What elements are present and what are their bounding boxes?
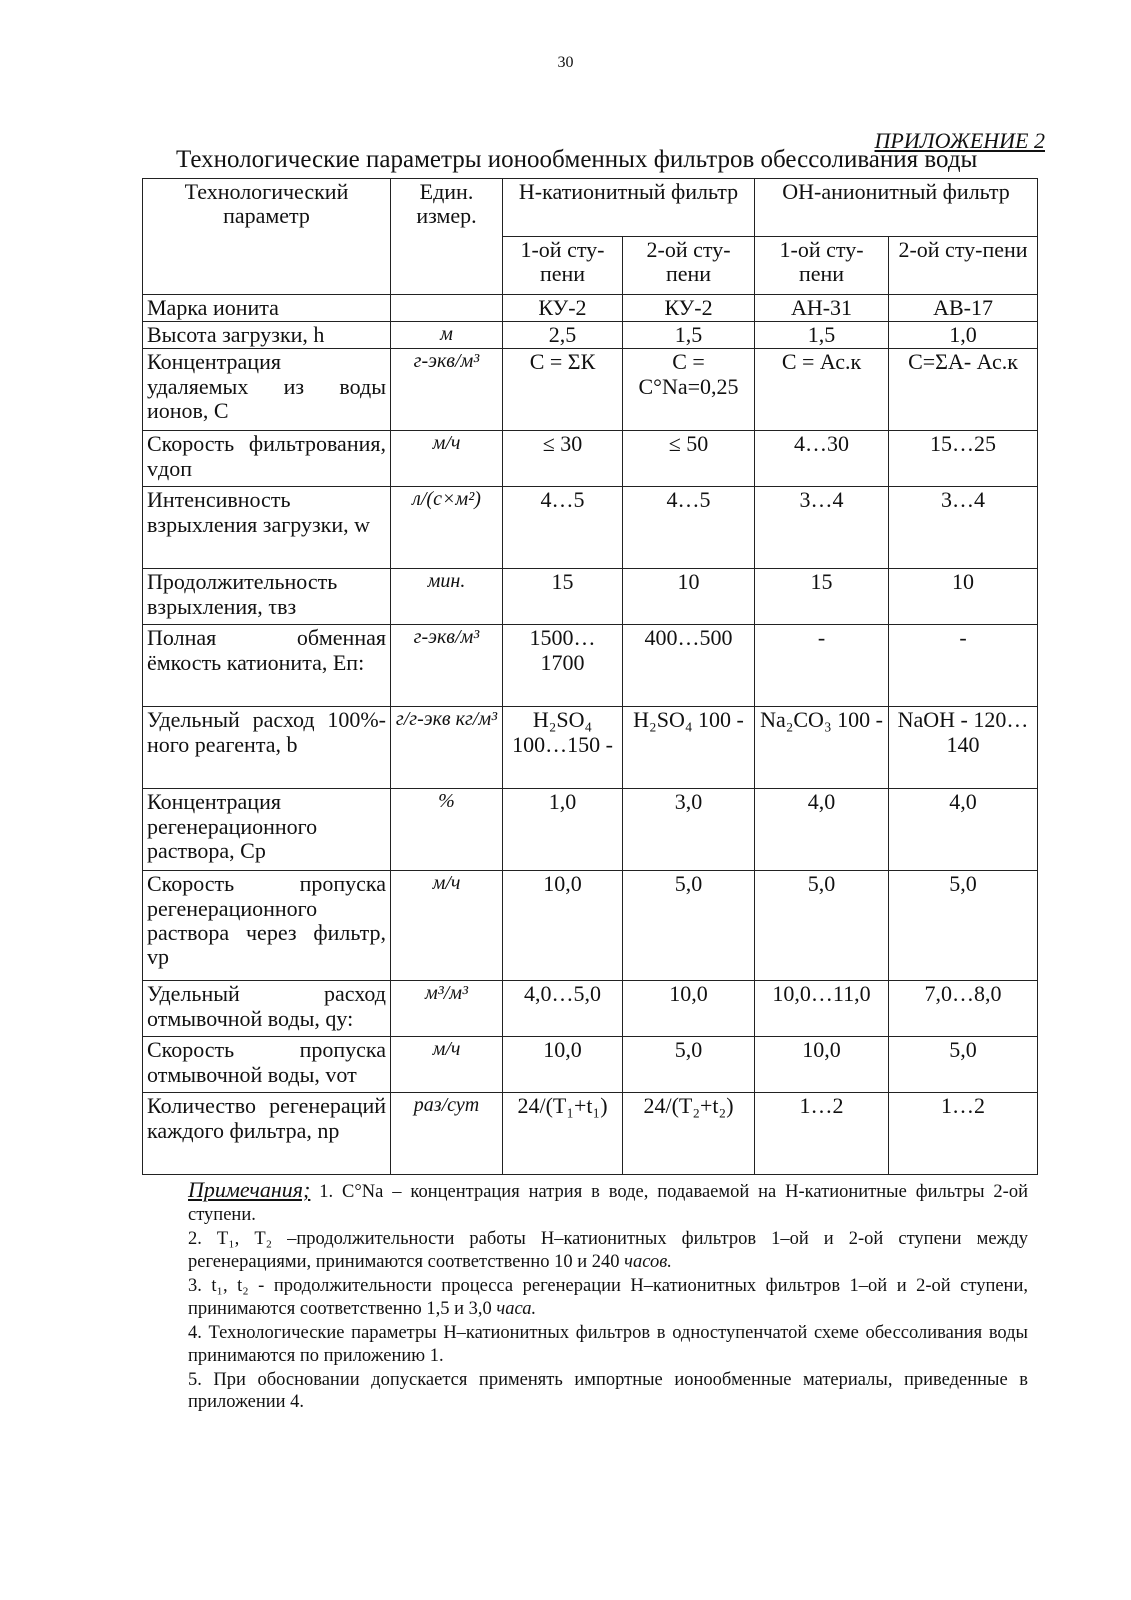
value-cell: 1,0 [503, 789, 623, 871]
value-cell: КУ-2 [503, 295, 623, 322]
value-cell: 10,0 [503, 1037, 623, 1093]
note-1-text: 1. С°Na – концентрация натрия в воде, подаваемой на Н-катионитные фильтры 2-ой ступени. [188, 1182, 1028, 1225]
value-cell: 10,0 [503, 871, 623, 981]
parameters-table [142, 178, 1038, 1175]
unit-cell: г/г-экв кг/м³ [391, 707, 503, 789]
header-stage1-oh: 1-ой сту-пени [755, 237, 889, 295]
table-row [143, 487, 1038, 569]
header-stage2-oh: 2-ой сту-пени [889, 237, 1038, 295]
value-cell: 3…4 [755, 487, 889, 569]
unit-cell: м³/м³ [391, 981, 503, 1037]
note-2 [188, 1228, 1028, 1274]
table-row [143, 707, 1038, 789]
value-cell: 10 [623, 569, 755, 625]
param-cell: Скорость пропуска регенерационного раствора через фильтр, vр [143, 871, 391, 981]
unit-cell: г-экв/м³ [391, 349, 503, 431]
value-cell: H₂SO₄ 100…150 - [503, 707, 623, 789]
param-cell: Концентрация регенерационного раствора, Ср [143, 789, 391, 871]
table-row [143, 349, 1038, 431]
note-3 [188, 1275, 1028, 1321]
value-cell: ≤ 50 [623, 431, 755, 487]
value-cell: 1,0 [889, 322, 1038, 349]
param-cell: Высота загрузки, h [143, 322, 391, 349]
value-cell: 5,0 [755, 871, 889, 981]
value-cell: 5,0 [623, 871, 755, 981]
note-1 [188, 1176, 1028, 1227]
table-row [143, 295, 1038, 322]
table-row [143, 625, 1038, 707]
value-cell: - [755, 625, 889, 707]
header-stage2-h: 2-ой сту-пени [623, 237, 755, 295]
value-cell: С = ΣК [503, 349, 623, 431]
value-cell: 4…30 [755, 431, 889, 487]
value-cell: 10,0 [755, 1037, 889, 1093]
value-cell: С=ΣА- Ас.к [889, 349, 1038, 431]
unit-cell: мин. [391, 569, 503, 625]
table-row [143, 569, 1038, 625]
value-cell: H₂SO₄ 100 - [623, 707, 755, 789]
value-cell: 4…5 [503, 487, 623, 569]
table-row [143, 1093, 1038, 1175]
param-cell: Удельный расход отмывочной воды, qу: [143, 981, 391, 1037]
param-cell: Марка ионита [143, 295, 391, 322]
notes-label: Примечания; [188, 1177, 311, 1202]
page-number: 30 [557, 54, 574, 71]
table-row [143, 981, 1038, 1037]
value-cell: - [889, 625, 1038, 707]
value-cell: 4,0 [889, 789, 1038, 871]
note-5: 5. При обосновании допускается применять импортные ионообменные материалы, приведенные в приложении 4. [188, 1369, 1028, 1413]
param-cell: Удельный расход 100%-ного реагента, b [143, 707, 391, 789]
table-row [143, 789, 1038, 871]
header-param: Технологический параметр [143, 179, 391, 295]
value-cell: 3,0 [623, 789, 755, 871]
table-row [143, 322, 1038, 349]
unit-cell: м/ч [391, 1037, 503, 1093]
value-cell: С = Ас.к [755, 349, 889, 431]
value-cell: 10,0 [623, 981, 755, 1037]
value-cell: 7,0…8,0 [889, 981, 1038, 1037]
value-cell: АВ-17 [889, 295, 1038, 322]
param-cell: Интенсивность взрыхления загрузки, w [143, 487, 391, 569]
header-unit: Един. измер. [391, 179, 503, 295]
unit-cell: м [391, 322, 503, 349]
value-cell: 5,0 [623, 1037, 755, 1093]
table-row [143, 1037, 1038, 1093]
value-cell: 5,0 [889, 871, 1038, 981]
value-cell: АН-31 [755, 295, 889, 322]
unit-cell: м/ч [391, 871, 503, 981]
param-cell: Скорость фильтрования, vдоп [143, 431, 391, 487]
unit-cell: г-экв/м³ [391, 625, 503, 707]
value-cell: 4…5 [623, 487, 755, 569]
header-h-filter: Н-катионитный фильтр [503, 179, 755, 237]
unit-cell: л/(с×м²) [391, 487, 503, 569]
value-cell: 400…500 [623, 625, 755, 707]
value-cell: 15…25 [889, 431, 1038, 487]
unit-cell: м/ч [391, 431, 503, 487]
header-stage1-h: 1-ой сту-пени [503, 237, 623, 295]
note-3-unit: часа. [496, 1298, 537, 1319]
value-cell: 15 [755, 569, 889, 625]
table-row [143, 431, 1038, 487]
appendix-label: ПРИЛОЖЕНИЕ 2 [874, 128, 1045, 153]
value-cell: 10,0…11,0 [755, 981, 889, 1037]
note-2-text: 2. Т₁, Т₂ –продолжительности работы Н–катионитных фильтров 1–ой и 2-ой ступени между регенерациями, принимаются соответственно 10 и 240 [188, 1228, 1028, 1272]
unit-cell [391, 295, 503, 322]
value-cell: 15 [503, 569, 623, 625]
value-cell: 5,0 [889, 1037, 1038, 1093]
table-row [143, 871, 1038, 981]
param-cell: Концентрация удаляемых из воды ионов, С [143, 349, 391, 431]
unit-cell: раз/сут [391, 1093, 503, 1175]
note-2-unit: часов. [624, 1251, 672, 1272]
param-cell: Количество регенераций каждого фильтра, nр [143, 1093, 391, 1175]
value-cell: 2,5 [503, 322, 623, 349]
value-cell: 1…2 [889, 1093, 1038, 1175]
value-cell: КУ-2 [623, 295, 755, 322]
param-cell: Полная обменная ёмкость катионита, Еп: [143, 625, 391, 707]
notes-section [188, 1176, 1028, 1415]
note-4: 4. Технологические параметры Н–катионитных фильтров в одноступенчатой схеме обессоливания воды принимаются по приложению 1. [188, 1322, 1028, 1366]
value-cell: 1500… 1700 [503, 625, 623, 707]
value-cell: 24/(T₂+t₂) [623, 1093, 755, 1175]
value-cell: 4,0…5,0 [503, 981, 623, 1037]
param-cell: Продолжительность взрыхления, τвз [143, 569, 391, 625]
value-cell: ≤ 30 [503, 431, 623, 487]
value-cell: 1…2 [755, 1093, 889, 1175]
value-cell: 1,5 [755, 322, 889, 349]
value-cell: 4,0 [755, 789, 889, 871]
value-cell: 1,5 [623, 322, 755, 349]
value-cell: 24/(T₁+t₁) [503, 1093, 623, 1175]
note-3-text: 3. t₁, t₂ - продолжительности процесса регенерации Н–катионитных фильтров 1–ой и 2-ой ступени, принимаются соответственно 1,5 и 3,0 [188, 1275, 1028, 1319]
value-cell: С = С°Na=0,25 [623, 349, 755, 431]
value-cell: NaOH - 120…140 [889, 707, 1038, 789]
param-cell: Скорость пропуска отмывочной воды, vот [143, 1037, 391, 1093]
value-cell: Na₂CO₃ 100 - [755, 707, 889, 789]
table-title: Технологические параметры ионообменных фильтров обессоливания воды [176, 146, 978, 173]
value-cell: 10 [889, 569, 1038, 625]
unit-cell: % [391, 789, 503, 871]
header-oh-filter: ОН-анионитный фильтр [755, 179, 1038, 237]
value-cell: 3…4 [889, 487, 1038, 569]
